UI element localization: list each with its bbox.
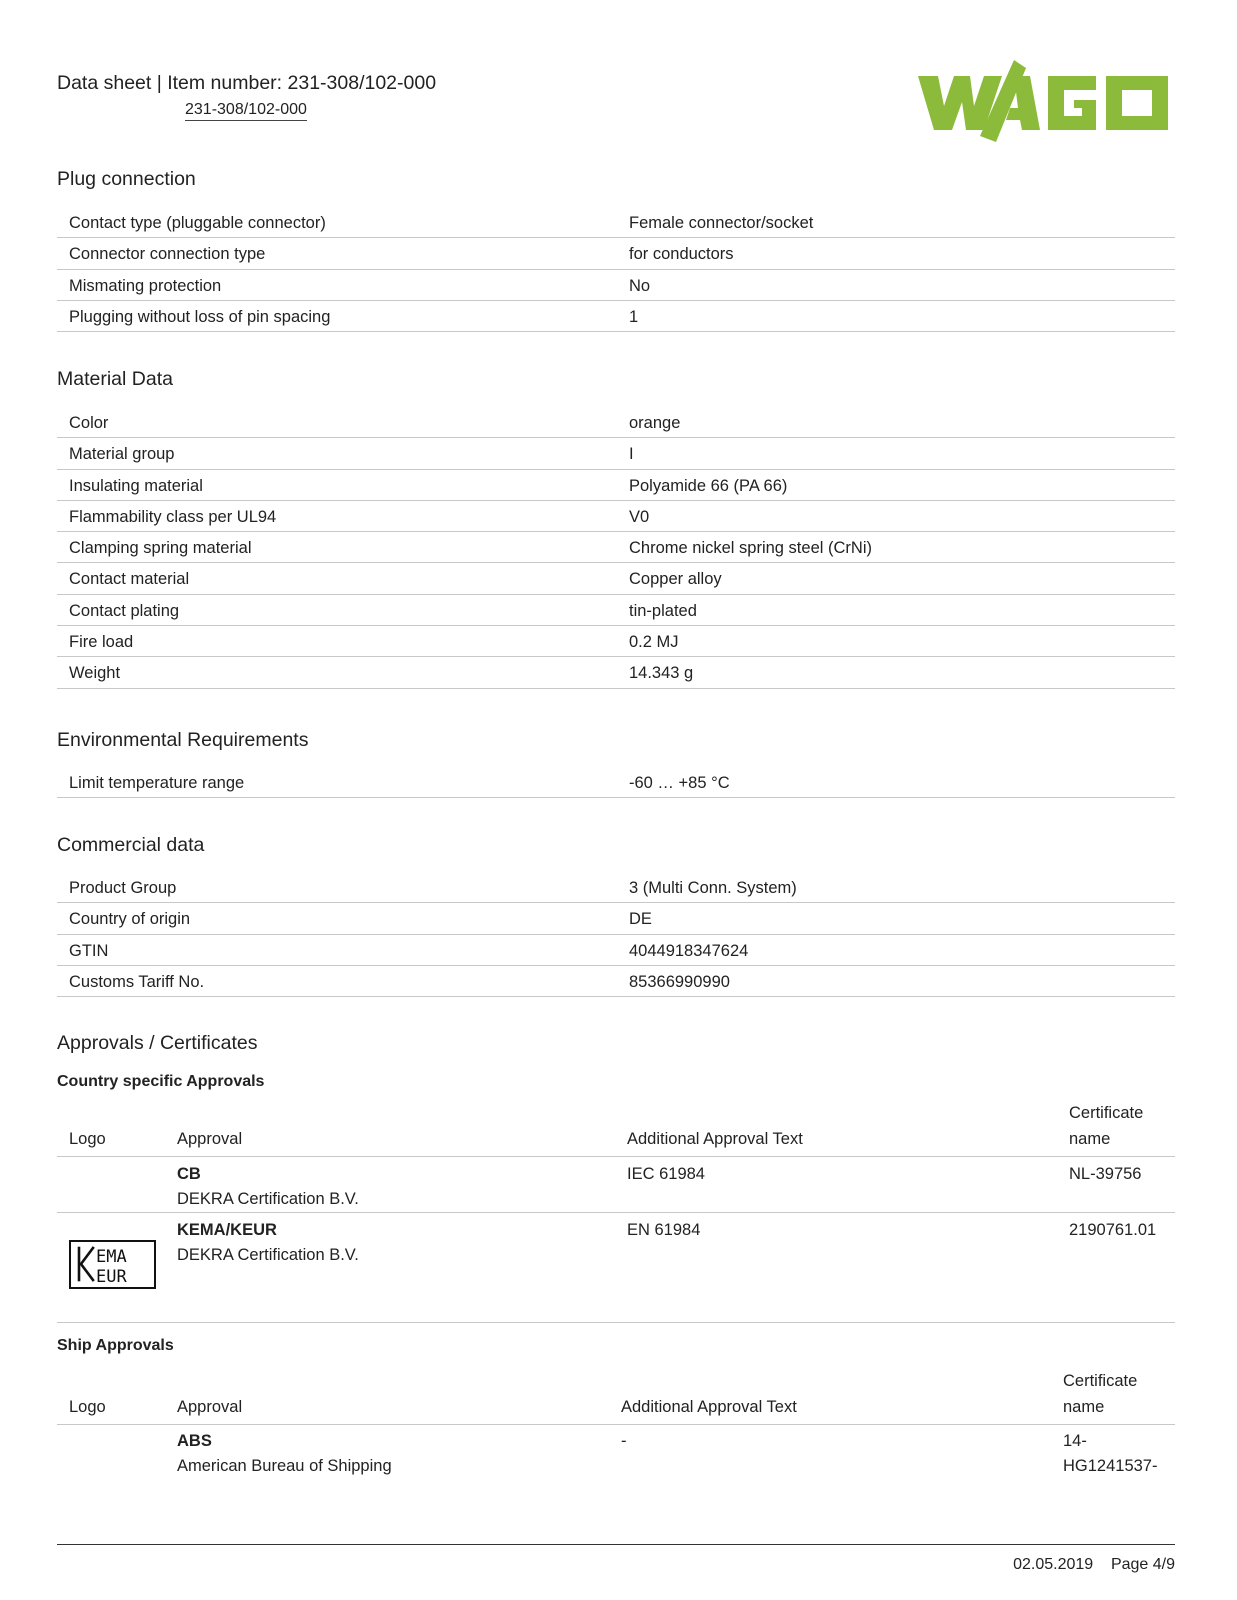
table-row	[57, 407, 1175, 438]
commercial-table	[57, 872, 1175, 997]
row-value: Copper alloy	[629, 570, 722, 589]
approval-additional: -	[621, 1432, 627, 1450]
section-title-plug-connection: Plug connection	[57, 168, 196, 190]
row-value: 0.2 MJ	[629, 633, 679, 652]
certificate-name: 2190761.01	[1069, 1221, 1157, 1239]
row-value: for conductors	[629, 245, 734, 264]
section-title-environmental: Environmental Requirements	[57, 729, 309, 751]
row-value: 4044918347624	[629, 941, 749, 960]
approval-org: DEKRA Certification B.V.	[177, 1246, 359, 1264]
table-row	[57, 563, 1175, 594]
row-key: Contact material	[69, 570, 190, 589]
row-value: DE	[629, 910, 652, 929]
table-row	[57, 1425, 1175, 1485]
table-row	[57, 501, 1175, 532]
country-approvals-title: Country specific Approvals	[57, 1073, 265, 1090]
header-certificate: Certificate	[1069, 1104, 1144, 1122]
header-certificate-name: name	[1069, 1130, 1111, 1148]
row-value: 3 (Multi Conn. System)	[629, 879, 797, 897]
document-title: Data sheet | Item number: 231-308/102-000	[57, 72, 437, 94]
table-row	[57, 438, 1175, 469]
table-row	[57, 470, 1175, 501]
row-key: GTIN	[69, 941, 109, 960]
table-row	[57, 532, 1175, 563]
approval-name: ABS	[177, 1432, 212, 1450]
header-additional: Additional Approval Text	[627, 1130, 803, 1148]
row-key: Material group	[69, 445, 175, 464]
row-value: V0	[629, 507, 650, 526]
header-approval: Approval	[177, 1130, 243, 1148]
section-title-commercial: Commercial data	[57, 834, 205, 856]
row-key: Color	[69, 414, 109, 432]
header-certificate: Certificate	[1063, 1372, 1138, 1390]
row-key: Mismating protection	[69, 276, 222, 295]
ship-approvals-title: Ship Approvals	[57, 1337, 174, 1354]
row-value: tin-plated	[629, 601, 697, 620]
footer-date: 02.05.2019	[1013, 1556, 1094, 1573]
row-key: Product Group	[69, 879, 177, 897]
row-value: 14.343 g	[629, 664, 694, 683]
table-row	[57, 767, 1175, 798]
approval-name: KEMA/KEUR	[177, 1221, 277, 1239]
row-key: Customs Tariff No.	[69, 972, 205, 991]
row-value: No	[629, 276, 651, 295]
svg-text:EMA: EMA	[96, 1247, 127, 1267]
table-row	[57, 270, 1175, 301]
header-approval: Approval	[177, 1398, 243, 1416]
header-logo: Logo	[69, 1398, 106, 1416]
material-data-table	[57, 407, 1175, 689]
table-header	[57, 1100, 1175, 1157]
header-logo: Logo	[69, 1130, 106, 1148]
approval-org: DEKRA Certification B.V.	[177, 1190, 359, 1208]
row-value: Female connector/socket	[629, 214, 814, 232]
footer-divider	[57, 1544, 1175, 1545]
row-key: Limit temperature range	[69, 774, 245, 792]
row-key: Fire load	[69, 633, 134, 652]
table-row	[57, 207, 1175, 238]
table-row	[57, 935, 1175, 966]
country-approvals-table	[57, 1100, 1175, 1323]
row-key: Clamping spring material	[69, 539, 252, 558]
table-row	[57, 872, 1175, 903]
header-certificate-name: name	[1063, 1398, 1105, 1416]
table-row	[57, 626, 1175, 657]
row-value: orange	[629, 414, 681, 432]
row-key: Connector connection type	[69, 245, 266, 264]
approval-name: CB	[177, 1165, 201, 1183]
item-number-link[interactable]: 231-308/102-000	[185, 101, 307, 121]
svg-text:EUR: EUR	[96, 1267, 127, 1287]
table-row	[57, 1213, 1175, 1323]
approval-additional: EN 61984	[627, 1221, 701, 1239]
row-key: Contact plating	[69, 601, 180, 620]
row-value: -60 … +85 °C	[629, 774, 730, 792]
wago-logo	[918, 60, 1172, 142]
row-value: Polyamide 66 (PA 66)	[629, 476, 788, 495]
section-title-approvals: Approvals / Certificates	[57, 1032, 258, 1054]
row-key: Insulating material	[69, 476, 203, 495]
table-row	[57, 657, 1175, 688]
environmental-table	[57, 767, 1175, 798]
approval-additional: IEC 61984	[627, 1165, 705, 1183]
certificate-name-continued: HG1241537-	[1063, 1457, 1158, 1475]
row-value: Chrome nickel spring steel (CrNi)	[629, 539, 872, 558]
row-key: Weight	[69, 664, 121, 683]
ship-approvals-table	[57, 1367, 1175, 1485]
plug-connection-table	[57, 207, 1175, 332]
section-title-material-data: Material Data	[57, 368, 173, 390]
table-row	[57, 301, 1175, 332]
row-value: 85366990990	[629, 972, 730, 991]
table-row	[57, 966, 1175, 997]
row-value: 1	[629, 307, 639, 326]
row-key: Plugging without loss of pin spacing	[69, 307, 331, 326]
table-row	[57, 1157, 1175, 1213]
approval-org: American Bureau of Shipping	[177, 1457, 392, 1475]
table-header	[57, 1367, 1175, 1425]
table-row	[57, 595, 1175, 626]
row-key: Flammability class per UL94	[69, 507, 277, 526]
header-additional: Additional Approval Text	[621, 1398, 797, 1416]
footer	[1013, 1556, 1175, 1574]
table-row	[57, 903, 1175, 934]
certificate-name: 14-	[1063, 1432, 1087, 1450]
row-value: I	[629, 445, 634, 464]
footer-page: Page 4/9	[1110, 1556, 1175, 1573]
certificate-name: NL-39756	[1069, 1165, 1142, 1183]
kema-keur-logo	[69, 1240, 156, 1289]
row-key: Contact type (pluggable connector)	[69, 214, 326, 232]
row-key: Country of origin	[69, 910, 191, 929]
table-row	[57, 238, 1175, 269]
